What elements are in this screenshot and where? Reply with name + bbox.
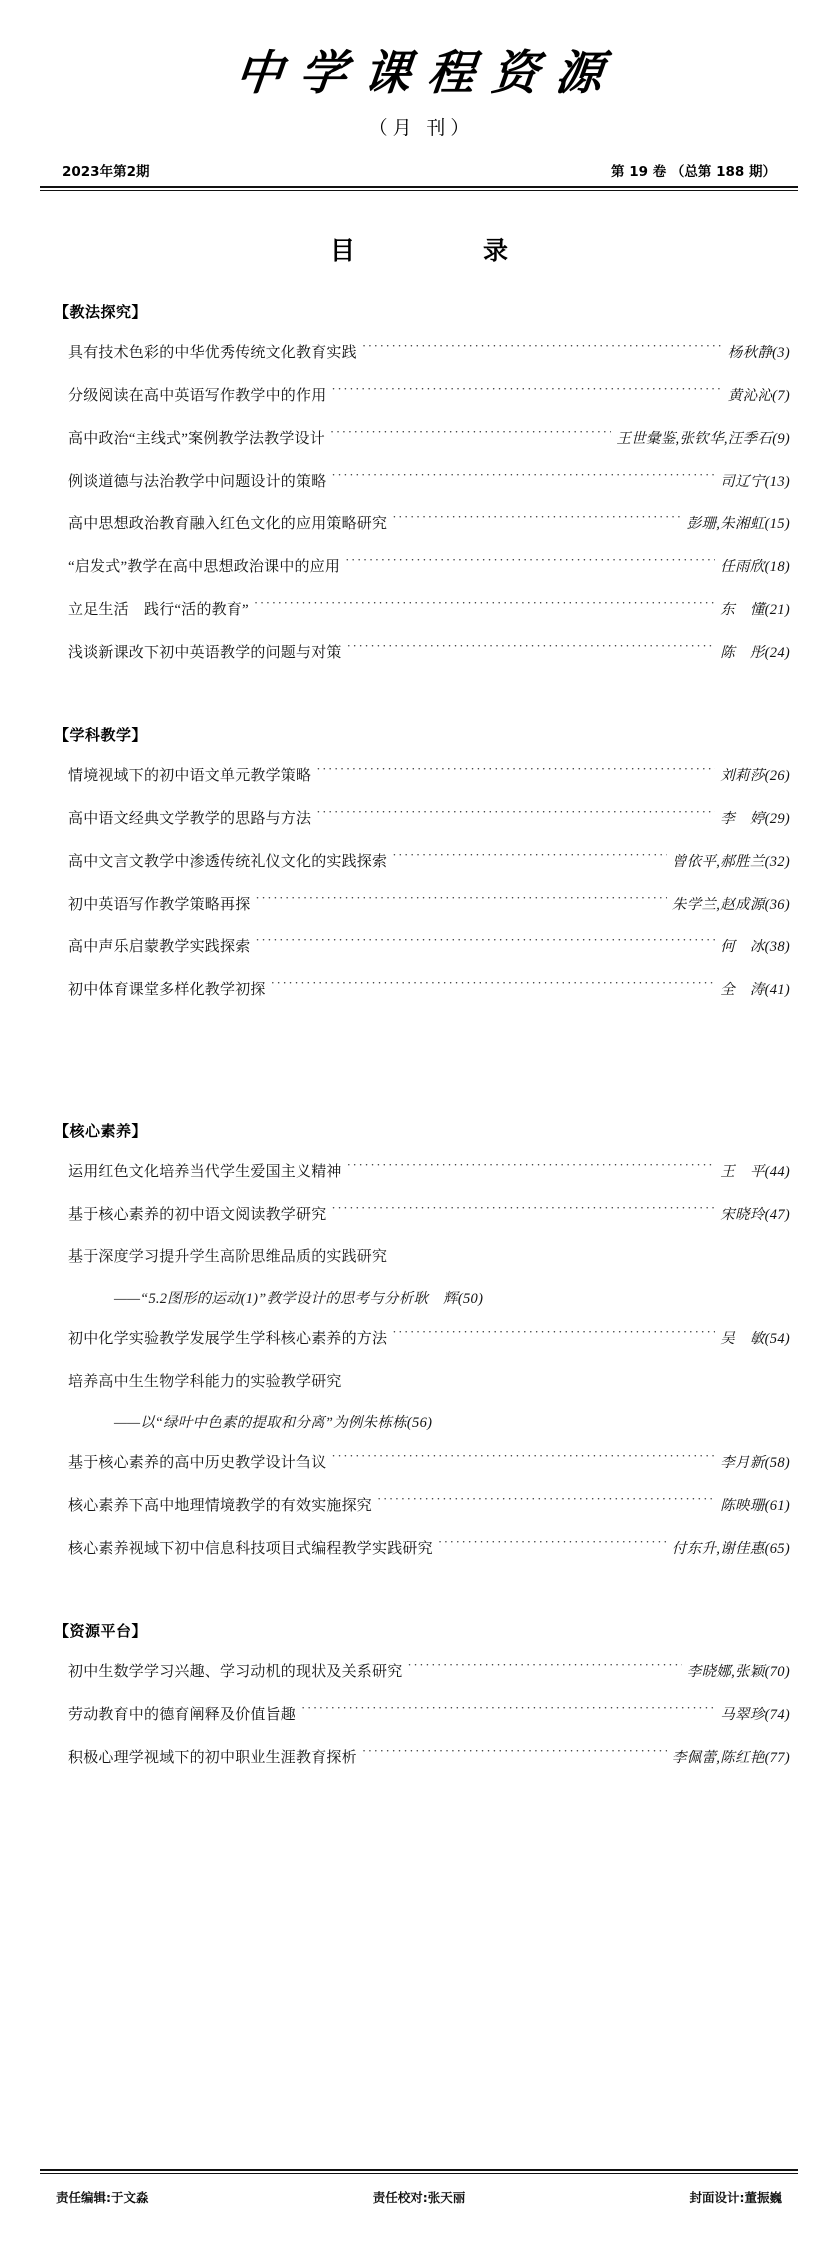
entry-title: 初中生数学学习兴趣、学习动机的现状及关系研究 <box>68 1664 403 1681</box>
entry-author-and-page: 吴 敏(54) <box>720 1330 790 1347</box>
page-title: 目 录 <box>329 236 534 266</box>
dot-leader <box>331 471 715 486</box>
dot-leader <box>316 765 715 780</box>
entry-author-and-page: 彭珊,朱湘虹(15) <box>686 516 790 533</box>
toc-entry[interactable] <box>40 1747 798 1770</box>
toc-entry[interactable] <box>40 642 798 665</box>
dot-leader <box>330 428 611 443</box>
journal-subtitle: （月 刊） <box>368 118 475 140</box>
entry-title: “启发式”教学在高中思想政治课中的应用 <box>68 559 341 576</box>
dot-leader <box>255 894 667 909</box>
cover-designer: 封面设计:董振巍 <box>689 2190 782 2205</box>
toc-entry[interactable] <box>40 1661 798 1684</box>
entry-title: 核心素养视域下初中信息科技项目式编程教学实践研究 <box>68 1540 433 1557</box>
toc-entry[interactable] <box>40 1704 798 1727</box>
entry-author-and-page: 任雨欣(18) <box>720 559 790 576</box>
toc-entry[interactable] <box>40 428 798 451</box>
entry-subtitle: ——“5.2图形的运动(1)”教学设计的思考与分析 <box>114 1290 414 1307</box>
entry-list <box>40 765 798 1002</box>
toc-entry[interactable] <box>40 1538 798 1561</box>
entry-author-and-page: 王 平(44) <box>720 1163 790 1180</box>
toc-entry[interactable] <box>40 1328 798 1351</box>
masthead <box>40 0 798 140</box>
dot-leader <box>407 1661 681 1676</box>
toc-entry[interactable] <box>40 765 798 788</box>
toc-entry[interactable] <box>40 385 798 408</box>
entry-author-and-page: 宋晓玲(47) <box>720 1206 790 1223</box>
entry-title: 基于核心素养的高中历史教学设计刍议 <box>68 1455 327 1472</box>
entry-title: 情境视域下的初中语文单元教学策略 <box>68 768 312 785</box>
entry-title: 培养高中生生物学科能力的实验教学研究 <box>68 1373 342 1390</box>
section-title: 【学科教学】 <box>54 726 148 745</box>
toc-entry[interactable] <box>40 599 798 622</box>
entry-title: 运用红色文化培养当代学生爱国主义精神 <box>68 1163 342 1180</box>
toc-entry[interactable] <box>40 1371 798 1433</box>
entry-author-and-page: 陈 彤(24) <box>720 644 790 661</box>
header-rule-thick <box>40 186 798 188</box>
header-rule-thin <box>40 190 798 191</box>
dot-leader <box>347 1161 716 1176</box>
entry-author-and-page: 杨秋静(3) <box>727 345 790 362</box>
entry-title: 积极心理学视域下的初中职业生涯教育探析 <box>68 1749 357 1766</box>
entry-author-and-page: 李佩蕾,陈红艳(77) <box>671 1749 790 1766</box>
toc-entry[interactable] <box>40 1161 798 1184</box>
entry-title: 初中体育课堂多样化教学初探 <box>68 982 266 999</box>
responsible-editor: 责任编辑:于文淼 <box>56 2190 149 2205</box>
toc-section <box>40 1120 798 1561</box>
toc-entry[interactable] <box>40 936 798 959</box>
dot-leader <box>362 1747 667 1762</box>
entry-author-and-page: 马翠珍(74) <box>720 1707 790 1724</box>
dot-leader <box>331 1452 715 1467</box>
entry-subtitle: ——以“绿叶中色素的提取和分离”为例 <box>114 1415 363 1432</box>
section-title: 【资源平台】 <box>54 1622 148 1641</box>
entry-title: 基于深度学习提升学生高阶思维品质的实践研究 <box>68 1249 388 1266</box>
entry-title: 高中声乐启蒙教学实践探索 <box>68 939 251 956</box>
dot-leader <box>438 1538 667 1553</box>
page-footer <box>40 2169 798 2207</box>
section-title: 【教法探究】 <box>54 303 148 322</box>
issue-number: 2023年第2期 <box>62 164 150 181</box>
toc-entry[interactable] <box>40 342 798 365</box>
toc-entry[interactable] <box>40 556 798 579</box>
dot-leader <box>316 808 715 823</box>
section-title: 【核心素养】 <box>54 1121 148 1140</box>
journal-title: 中学课程资源 <box>232 46 623 101</box>
dot-leader <box>254 599 715 614</box>
entry-author-and-page: 陈映珊(61) <box>720 1497 790 1514</box>
toc-entry[interactable] <box>40 808 798 831</box>
entry-author-and-page: 全 涛(41) <box>720 982 790 999</box>
footer-rule-thick <box>40 2169 798 2171</box>
dot-leader <box>392 851 667 866</box>
entry-title: 立足生活 践行“活的教育” <box>68 601 249 618</box>
dot-leader <box>301 1704 715 1719</box>
issue-bar <box>40 160 798 186</box>
entry-list <box>40 1661 798 1769</box>
entry-author-and-page: 朱栋栋(56) <box>362 1415 433 1432</box>
dot-leader <box>255 936 715 951</box>
entry-title: 分级阅读在高中英语写作教学中的作用 <box>68 388 327 405</box>
toc-section <box>40 724 798 1002</box>
toc-entry[interactable] <box>40 851 798 874</box>
toc-entry[interactable] <box>40 471 798 494</box>
dot-leader <box>377 1495 715 1510</box>
entry-subtitle-row <box>68 1411 790 1432</box>
entry-author-and-page: 朱学兰,赵成源(36) <box>671 896 790 913</box>
entry-title: 核心素养下高中地理情境教学的有效实施探究 <box>68 1497 373 1514</box>
dot-leader <box>345 556 715 571</box>
entry-author-and-page: 李月新(58) <box>720 1455 790 1472</box>
dot-leader <box>347 642 716 657</box>
toc-entry[interactable] <box>40 513 798 536</box>
entry-title: 例谈道德与法治教学中问题设计的策略 <box>68 473 327 490</box>
entry-author-and-page: 李晓娜,张颖(70) <box>686 1664 790 1681</box>
entry-title: 浅谈新课改下初中英语教学的问题与对策 <box>68 644 342 661</box>
entry-title: 高中思想政治教育融入红色文化的应用策略研究 <box>68 516 388 533</box>
responsible-proofreader: 责任校对:张天丽 <box>372 2190 466 2205</box>
dot-leader <box>331 1204 715 1219</box>
entry-author-and-page: 黄沁沁(7) <box>727 388 790 405</box>
toc-entry[interactable] <box>40 1204 798 1227</box>
toc-entry[interactable] <box>40 979 798 1002</box>
toc-entry[interactable] <box>40 894 798 917</box>
entry-title: 高中文言文教学中渗透传统礼仪文化的实践探索 <box>68 853 388 870</box>
volume-number: 第 19 卷 （总第 188 期） <box>611 164 776 181</box>
entry-list <box>40 342 798 664</box>
entry-title: 初中英语写作教学策略再探 <box>68 896 251 913</box>
entry-title: 劳动教育中的德育阐释及价值旨趣 <box>68 1707 297 1724</box>
footer-rule-thin <box>40 2173 798 2174</box>
entry-title: 高中政治“主线式”案例教学法教学设计 <box>68 430 325 447</box>
toc-entry[interactable] <box>40 1495 798 1518</box>
entry-list <box>40 1161 798 1561</box>
entry-author-and-page: 王世彙鉴,张钦华,汪季石(9) <box>616 430 790 447</box>
entry-title: 初中化学实验教学发展学生学科核心素养的方法 <box>68 1330 388 1347</box>
entry-author-and-page: 付东升,谢佳惠(65) <box>671 1540 790 1557</box>
dot-leader <box>392 1328 715 1343</box>
toc-entry[interactable] <box>40 1452 798 1475</box>
entry-author-and-page: 司辽宁(13) <box>720 473 790 490</box>
entry-title: 高中语文经典文学教学的思路与方法 <box>68 811 312 828</box>
entry-title: 基于核心素养的初中语文阅读教学研究 <box>68 1206 327 1223</box>
dot-leader <box>271 979 716 994</box>
dot-leader <box>392 513 682 528</box>
toc-section <box>40 1620 798 1769</box>
dot-leader <box>331 385 722 400</box>
entry-author-and-page: 东 懂(21) <box>720 601 790 618</box>
entry-title: 具有技术色彩的中华优秀传统文化教育实践 <box>68 345 357 362</box>
toc-entry[interactable] <box>40 1246 798 1308</box>
dot-leader <box>362 342 723 357</box>
entry-author-and-page: 何 冰(38) <box>720 939 790 956</box>
entry-subtitle-row <box>68 1287 790 1308</box>
entry-author-and-page: 刘莉莎(26) <box>720 768 790 785</box>
entry-author-and-page: 曾依平,郝胜兰(32) <box>671 853 790 870</box>
toc-sections <box>40 301 798 1769</box>
entry-author-and-page: 李 婷(29) <box>720 811 790 828</box>
entry-author-and-page: 耿 辉(50) <box>413 1290 484 1307</box>
toc-section <box>40 301 798 664</box>
